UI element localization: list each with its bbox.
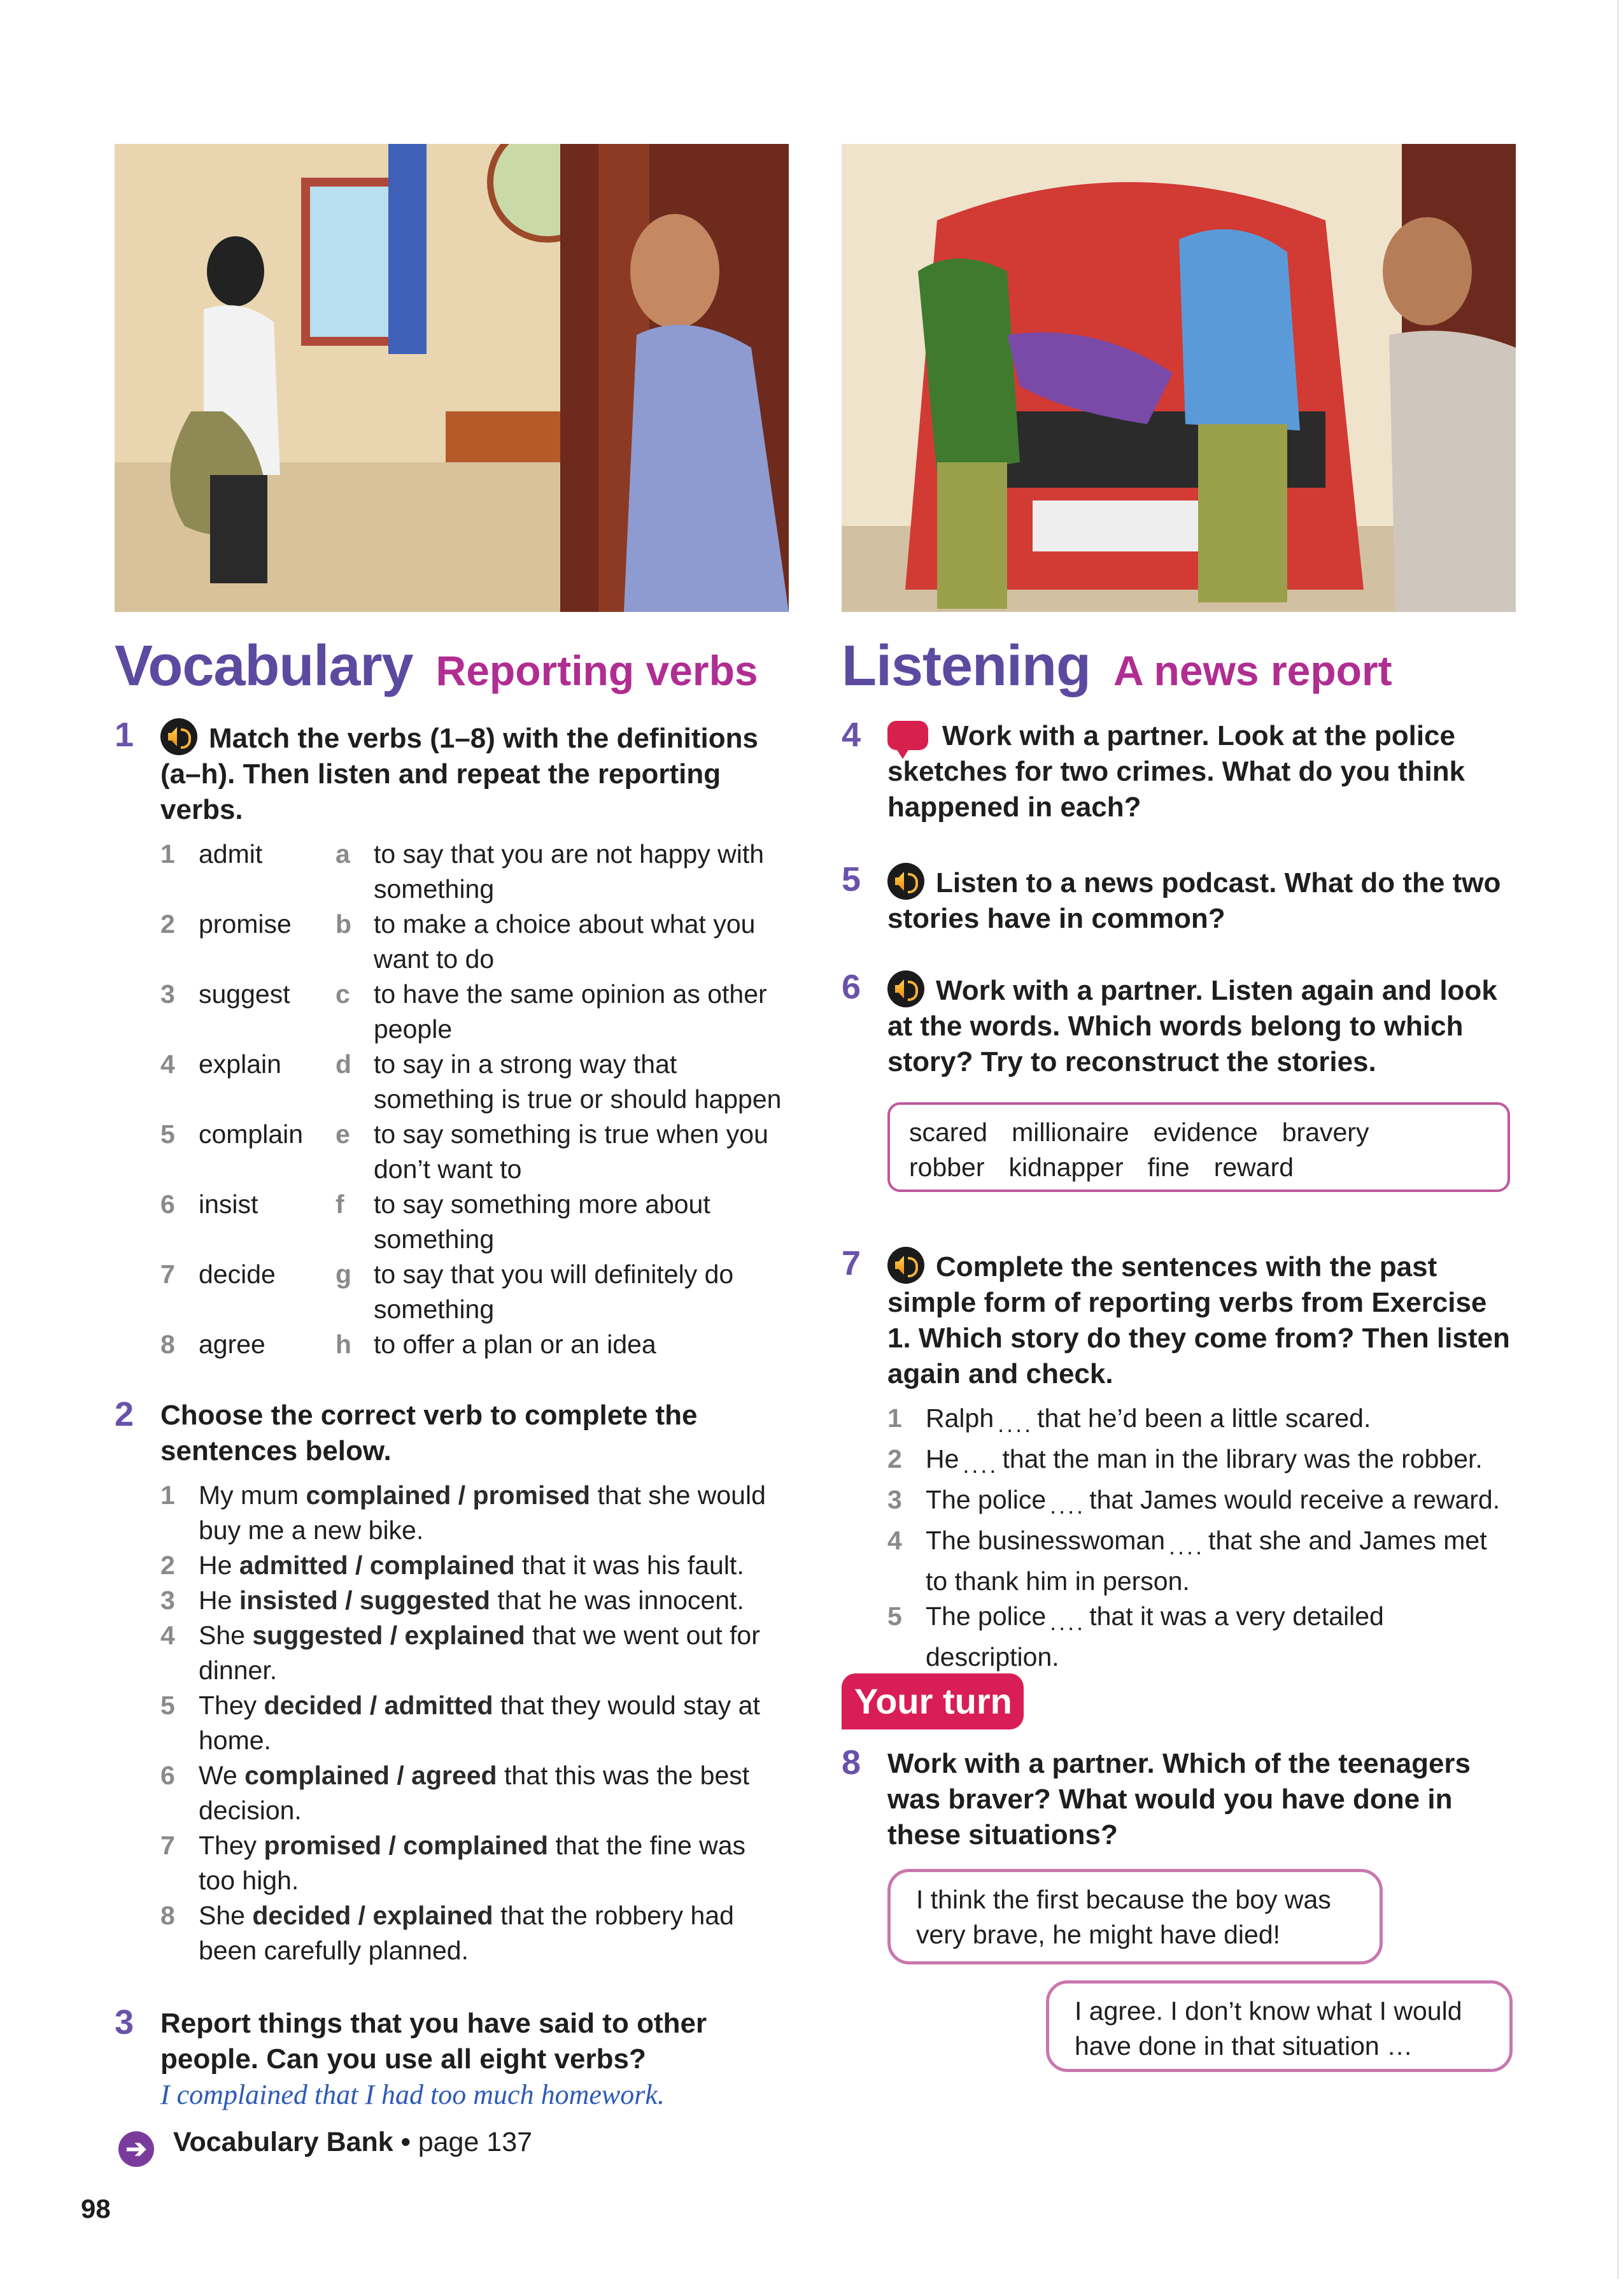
list-item <box>115 1047 789 1117</box>
exercise-instruction: Complete the sentences with the past simple form of reporting verbs from Exercise 1. Which story do they come from? Then listen again and check. <box>887 1251 1510 1389</box>
sentence-end: that it was a very detailed description. <box>926 1601 1384 1672</box>
verb-text: admit <box>199 839 263 869</box>
verb-options[interactable]: decided / admitted <box>264 1691 493 1720</box>
sentence <box>926 1599 1516 1675</box>
verb-options[interactable]: promised / complained <box>264 1831 549 1860</box>
list-item <box>115 1548 789 1583</box>
sentence-start: He <box>199 1551 239 1580</box>
item-number: 5 <box>160 1691 175 1720</box>
sentence-end: that the robbery had been carefully planned. <box>199 1901 734 1965</box>
vocabulary-bank-page: page 137 <box>418 2127 533 2157</box>
item-number: 6 <box>160 1189 175 1219</box>
sentence <box>199 1898 789 1968</box>
word-box-item: scared <box>909 1118 988 1147</box>
item-number: 3 <box>160 1586 175 1615</box>
exercise-number: 4 <box>842 716 861 754</box>
item-number: 2 <box>160 1551 175 1580</box>
speech-bubble-1: I think the first because the boy was very brave, he might have died! <box>887 1869 1383 1964</box>
exercise-6 <box>842 970 1516 1080</box>
list-item <box>115 1898 789 1968</box>
section-title: Vocabulary <box>115 634 413 698</box>
exercise-3 <box>115 2003 789 2113</box>
sentence-start: We <box>199 1761 245 1790</box>
exercise-4 <box>842 718 1516 825</box>
verb-text: suggest <box>199 979 290 1009</box>
list-item <box>115 1117 789 1187</box>
word-box-item: evidence <box>1153 1118 1258 1147</box>
sentence-end: that this was the best decision. <box>199 1761 750 1825</box>
bullet: • <box>400 2127 411 2157</box>
sentence-start: Ralph <box>926 1403 994 1433</box>
item-number: 8 <box>160 1901 175 1930</box>
exercise-5 <box>842 860 1516 937</box>
vocabulary-bank-link[interactable] <box>118 2127 755 2167</box>
definition-letter: d <box>335 1049 352 1079</box>
definition-letter: g <box>335 1260 352 1289</box>
verb-options[interactable]: complained / promised <box>306 1480 591 1510</box>
sentence-start: My mum <box>199 1480 306 1510</box>
speech-bubble-icon <box>887 721 928 750</box>
sentence <box>199 1548 789 1583</box>
exercise-instruction: Choose the correct verb to complete the sentences below. <box>160 1400 698 1466</box>
definition-text: to offer a plan or an idea <box>374 1330 656 1359</box>
sentence-end: that it was his fault. <box>514 1551 744 1580</box>
definition-letter: a <box>335 839 350 869</box>
sentence-end: that James would receive a reward. <box>1089 1485 1500 1514</box>
verb-options[interactable]: complained / agreed <box>244 1761 497 1790</box>
list-item <box>842 1523 1516 1599</box>
item-number: 4 <box>887 1526 902 1555</box>
item-number: 3 <box>160 979 175 1009</box>
sentence <box>926 1523 1516 1599</box>
item-number: 5 <box>160 1119 175 1149</box>
sentence <box>926 1482 1516 1523</box>
exercise-number: 3 <box>115 2003 134 2041</box>
speech-bubble-2: I agree. I don’t know what I would have done in that situation … <box>1046 1980 1513 2072</box>
section-title: Listening <box>842 634 1091 698</box>
sentence <box>199 1583 789 1618</box>
exercise-instruction: Report things that you have said to other people. Can you use all eight verbs? <box>160 2008 707 2075</box>
word-box-item: fine <box>1147 1153 1190 1182</box>
verb-text: promise <box>199 909 292 939</box>
word-box-item: millionaire <box>1012 1118 1129 1147</box>
vocabulary-heading <box>115 634 789 699</box>
verb-definition-list <box>115 837 789 1362</box>
exercise-instruction: Work with a partner. Look at the police sketches for two crimes. What do you think happened in each? <box>887 720 1465 823</box>
answer-gap[interactable]: .... <box>963 1452 999 1478</box>
definition-letter: h <box>335 1330 352 1359</box>
answer-gap[interactable]: .... <box>1050 1493 1086 1519</box>
definition-text: to have the same opinion as other people <box>374 979 767 1044</box>
definition-letter: f <box>335 1189 344 1219</box>
list-item <box>115 1688 789 1758</box>
definition-letter: c <box>335 979 350 1009</box>
verb-options[interactable]: suggested / explained <box>252 1621 525 1650</box>
exercise-number: 1 <box>115 716 134 754</box>
item-number: 5 <box>887 1601 902 1631</box>
sentence-start: The businesswoman <box>926 1526 1166 1555</box>
item-number: 2 <box>887 1444 902 1473</box>
answer-gap[interactable]: .... <box>998 1411 1034 1437</box>
arrow-right-icon: ➔ <box>118 2131 154 2167</box>
sentence-end: that they would stay at home. <box>199 1691 760 1755</box>
verb-options[interactable]: decided / explained <box>252 1901 493 1930</box>
page-number: 98 <box>81 2194 111 2224</box>
item-number: 3 <box>887 1485 902 1514</box>
exercise-number: 6 <box>842 968 861 1006</box>
exercise-8 <box>842 1743 1516 1853</box>
sentence-start: They <box>199 1831 264 1860</box>
audio-icon[interactable] <box>887 970 924 1007</box>
definition-letter: b <box>335 909 352 939</box>
exercise-1 <box>115 718 789 1362</box>
definition-text: to say something more about something <box>374 1189 710 1254</box>
audio-icon[interactable] <box>887 1247 924 1284</box>
sentence-end: that he’d been a little scared. <box>1037 1403 1371 1433</box>
exercise-instruction: Listen to a news podcast. What do the two stories have in common? <box>887 867 1501 934</box>
definition-text: to say that you are not happy with something <box>374 839 765 904</box>
list-item <box>115 1618 789 1688</box>
exercise-2 <box>115 1395 789 1968</box>
item-number: 7 <box>160 1831 175 1860</box>
verb-text: decide <box>199 1260 276 1289</box>
sentence-end: that we went out for dinner. <box>199 1621 760 1685</box>
verb-text: explain <box>199 1049 281 1079</box>
verb-text: insist <box>199 1189 258 1219</box>
section-subtitle: A news report <box>1113 647 1392 694</box>
burglar-illustration <box>115 144 789 612</box>
item-number: 4 <box>160 1621 175 1650</box>
definition-letter: e <box>335 1119 350 1149</box>
item-number: 2 <box>160 909 175 939</box>
verb-text: agree <box>199 1330 265 1359</box>
item-number: 1 <box>160 1480 175 1510</box>
list-item <box>842 1482 1516 1523</box>
item-number: 6 <box>160 1761 175 1790</box>
exercise-number: 8 <box>842 1743 861 1782</box>
definition-text: to say in a strong way that something is true or should happen <box>374 1049 782 1114</box>
vocabulary-bank-label: Vocabulary Bank <box>173 2127 393 2157</box>
item-number: 8 <box>160 1330 175 1359</box>
kidnapping-illustration <box>842 144 1516 612</box>
exercise-instruction: Work with a partner. Listen again and look at the words. Which words belong to which story? Try to reconstruct the stories. <box>887 975 1497 1077</box>
list-item <box>115 907 789 977</box>
word-box-item: bravery <box>1282 1118 1369 1147</box>
word-box-item: robber <box>909 1153 985 1182</box>
sentence <box>199 1618 789 1688</box>
sentence-end: that he was innocent. <box>490 1586 744 1615</box>
verb-options[interactable]: insisted / suggested <box>239 1586 490 1615</box>
listening-heading <box>842 634 1516 699</box>
gap-fill-list <box>842 1401 1516 1675</box>
example-sentence: I complained that I had too much homework. <box>160 2079 665 2110</box>
exercise-number: 2 <box>115 1395 134 1433</box>
item-number: 1 <box>160 839 175 869</box>
sentence <box>199 1828 789 1898</box>
list-item <box>115 1327 789 1362</box>
sentence-start: They <box>199 1691 264 1720</box>
exercise-instruction: Work with a partner. Which of the teenagers was braver? What would you have done in these situations? <box>887 1748 1471 1850</box>
page-edge <box>1617 0 1619 2279</box>
item-number: 4 <box>160 1049 175 1079</box>
sentence-list <box>115 1478 789 1968</box>
list-item <box>115 1187 789 1257</box>
sentence-end: that the fine was too high. <box>199 1831 746 1895</box>
word-box-item: reward <box>1213 1153 1294 1182</box>
list-item <box>115 837 789 907</box>
list-item <box>115 1478 789 1548</box>
sentence-start: The police <box>926 1601 1047 1631</box>
word-box <box>887 1102 1510 1192</box>
list-item <box>115 1758 789 1828</box>
list-item <box>115 977 789 1047</box>
verb-options[interactable]: admitted / complained <box>239 1551 515 1580</box>
list-item <box>115 1583 789 1618</box>
section-subtitle: Reporting verbs <box>435 647 758 694</box>
sentence <box>926 1401 1516 1442</box>
sentence-start: She <box>199 1901 253 1930</box>
list-item <box>842 1401 1516 1442</box>
exercise-7 <box>842 1244 1516 1675</box>
item-number: 7 <box>160 1260 175 1289</box>
exercise-instruction: Match the verbs (1–8) with the definitions (a–h). Then listen and repeat the reporting verbs. <box>160 723 759 825</box>
your-turn-badge: Your turn <box>842 1673 1024 1729</box>
exercise-number: 5 <box>842 860 861 898</box>
sentence-start: She <box>199 1621 253 1650</box>
sentence-end: that the man in the library was the robber. <box>1002 1444 1483 1473</box>
list-item <box>115 1257 789 1327</box>
list-item <box>115 1828 789 1898</box>
sentence-end: that she would buy me a new bike. <box>199 1480 766 1545</box>
definition-text: to make a choice about what you want to do <box>374 909 756 974</box>
sentence-start: The police <box>926 1485 1047 1514</box>
answer-gap[interactable]: .... <box>1050 1609 1086 1635</box>
answer-gap[interactable]: .... <box>1169 1533 1205 1559</box>
exercise-number: 7 <box>842 1244 861 1282</box>
list-item <box>842 1599 1516 1675</box>
sentence-end: that she and James met to thank him in person. <box>926 1526 1487 1596</box>
sentence <box>199 1688 789 1758</box>
sentence <box>926 1442 1516 1482</box>
sentence-start: He <box>926 1444 959 1473</box>
sentence <box>199 1758 789 1828</box>
verb-text: complain <box>199 1119 304 1149</box>
audio-icon[interactable] <box>887 863 924 900</box>
word-box-item: kidnapper <box>1008 1153 1124 1182</box>
definition-text: to say something is true when you don’t want to <box>374 1119 768 1184</box>
list-item <box>842 1442 1516 1482</box>
sentence <box>199 1478 789 1548</box>
definition-text: to say that you will definitely do something <box>374 1260 734 1324</box>
item-number: 1 <box>887 1403 902 1433</box>
sentence-start: He <box>199 1586 239 1615</box>
audio-icon[interactable] <box>160 718 197 755</box>
